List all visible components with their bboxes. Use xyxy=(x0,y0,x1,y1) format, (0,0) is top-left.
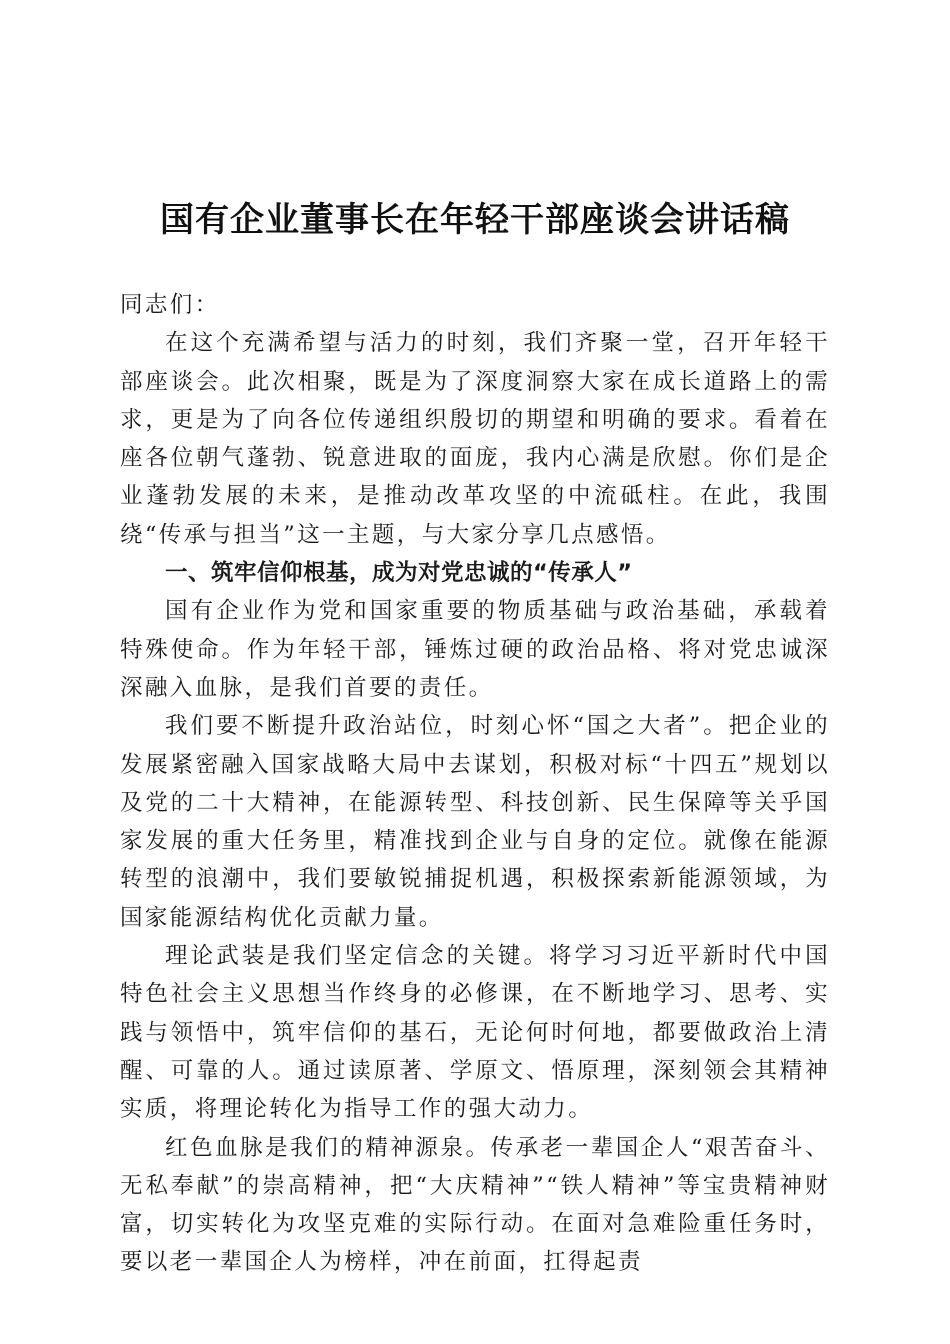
paragraph: 红色血脉是我们的精神源泉。传承老一辈国企人“艰苦奋斗、无私奉献”的崇高精神，把“大庆精神”“铁人精神”等宝贵精神财富，切实转化为攻坚克难的实际行动。在面对急难险重任务时，要以老一辈国企人为榜样，冲在前面，扛得起责 xyxy=(120,1134,830,1276)
paragraph: 我们要不断提升政治站位，时刻心怀“国之大者”。把企业的发展紧密融入国家战略大局中去谋划，积极对标“十四五”规划以及党的二十大精神，在能源转型、科技创新、民生保障等关乎国家发展的重大任务里，精准找到企业与自身的定位。就像在能源转型的浪潮中，我们要敏锐捕捉机遇，积极探索新能源领域，为国家能源结构优化贡献力量。 xyxy=(120,713,830,931)
document-title: 国有企业董事长在年轻干部座谈会讲话稿 xyxy=(160,200,790,240)
paragraph-intro: 在这个充满希望与活力的时刻，我们齐聚一堂，召开年轻干部座谈会。此次相聚，既是为了深度洞察大家在成长道路上的需求，更是为了向各位传递组织殷切的期望和明确的要求。看着在座各位朝气蓬勃、锐意进取的面庞，我内心满是欣慰。你们是企业蓬勃发展的未来，是推动改革攻坚的中流砥柱。在此，我围绕“传承与担当”这一主题，与大家分享几点感悟。 xyxy=(120,330,830,548)
paragraph: 国有企业作为党和国家重要的物质基础与政治基础，承载着特殊使命。作为年轻干部，锤炼过硬的政治品格、将对党忠诚深深融入血脉，是我们首要的责任。 xyxy=(120,598,830,701)
greeting: 同志们： xyxy=(120,292,220,318)
section-heading: 一、筑牢信仰根基，成为对党忠诚的“传承人” xyxy=(165,560,633,587)
document-body xyxy=(120,286,830,1282)
paragraph: 理论武装是我们坚定信念的关键。将学习习近平新时代中国特色社会主义思想当作终身的必修课，在不断地学习、思考、实践与领悟中，筑牢信仰的基石，无论何时何地，都要做政治上清醒、可靠的人。通过读原著、学原文、悟原理，深刻领会其精神实质，将理论转化为指导工作的强大动力。 xyxy=(120,943,830,1123)
